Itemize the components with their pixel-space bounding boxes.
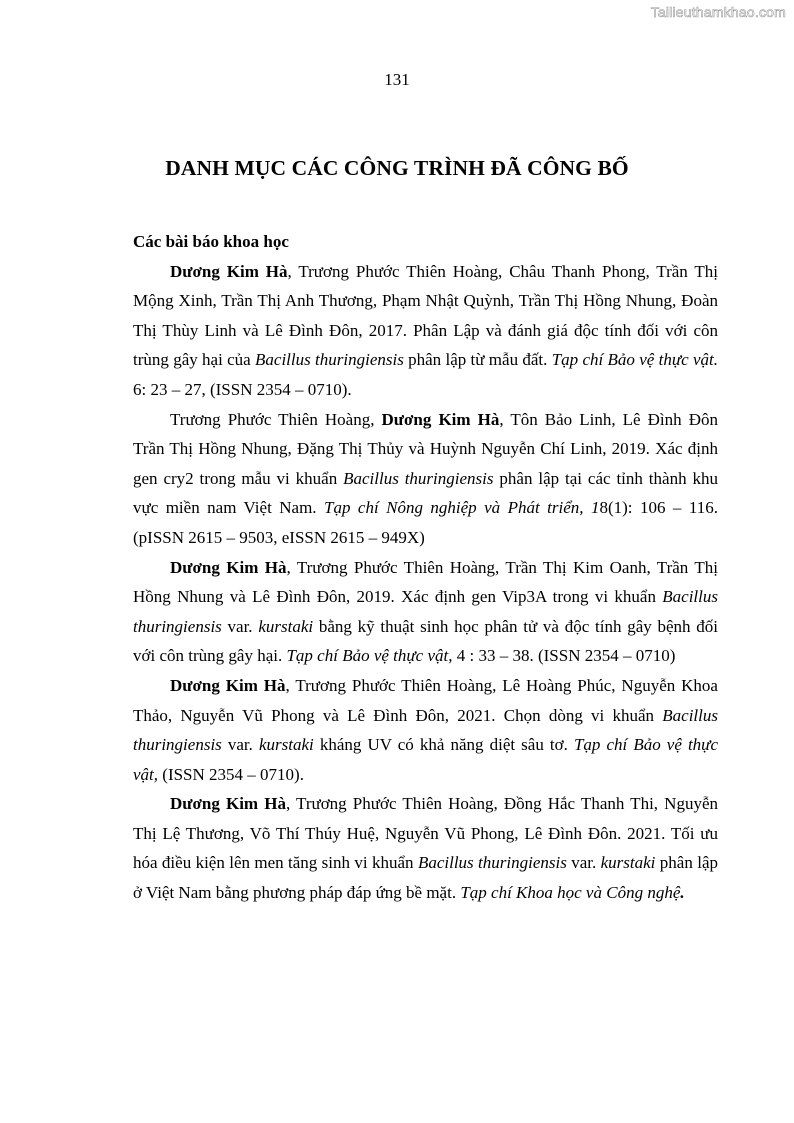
italic-text: Tạp chí Bảo vệ thực vật. bbox=[551, 350, 718, 370]
italic-text: kurstaki bbox=[258, 735, 314, 755]
citation-text: var. bbox=[221, 616, 259, 636]
publication-item bbox=[133, 553, 718, 671]
italic-text: Bacillus thuringiensis bbox=[133, 587, 718, 636]
italic-text: Bacillus thuringiensis bbox=[133, 705, 718, 755]
author-highlight: Dương Kim Hà bbox=[170, 557, 287, 577]
page-number: 131 bbox=[384, 70, 410, 89]
section-heading: Các bài báo khoa học bbox=[133, 232, 289, 251]
italic-text: Tạp chí Nông nghiệp và Phát triển, 1 bbox=[324, 498, 600, 518]
italic-text: Tạp chí Bảo vệ thực vật, bbox=[133, 735, 718, 784]
citation-text: Trương Phước Thiên Hoàng, bbox=[170, 409, 382, 429]
italic-text: Bacillus thuringiensis bbox=[417, 853, 567, 873]
citation-text: , Trương Phước Thiên Hoàng, Trần Thị Kim Oanh, Trần Thị Hồng Nhung và Lê Đình Đôn, 2019. Xác định gen Vip3A trong vi khuẩn bbox=[133, 557, 718, 607]
citation-text: , Trương Phước Thiên Hoàng, Châu Thanh Phong, Trần Thị Mộng Xinh, Trần Thị Anh Thương, Phạm Nhật Quỳnh, Trần Thị Hồng Nhung, Đoàn Thị Thùy Linh và Lê Đình Đôn, 2017. Phân Lập và đánh giá độc tính đối với côn trùng gây hại của bbox=[133, 261, 718, 370]
citation-text: phân lập ở Việt Nam bằng phương pháp đáp ứng bề mặt. bbox=[133, 853, 719, 903]
citation-text: bằng kỹ thuật sinh học phân tử và độc tính gây bệnh đối với côn trùng gây hại. bbox=[133, 616, 718, 666]
publication-list bbox=[133, 257, 718, 908]
publication-item bbox=[133, 257, 718, 405]
citation-text: (ISSN 2354 – 0710). bbox=[158, 764, 304, 784]
publication-item bbox=[133, 405, 718, 553]
citation-text: var. bbox=[221, 735, 259, 755]
author-highlight: Dương Kim Hà bbox=[170, 261, 288, 281]
citation-text: var. bbox=[566, 853, 601, 873]
italic-text: Bacillus thuringiensis bbox=[255, 350, 404, 370]
author-highlight: Dương Kim Hà bbox=[170, 794, 286, 814]
italic-text: kurstaki bbox=[258, 616, 314, 636]
citation-text: phân lập từ mẫu đất. bbox=[403, 350, 552, 370]
citation-text: , Trương Phước Thiên Hoàng, Lê Hoàng Phúc, Nguyễn Khoa Thảo, Nguyễn Vũ Phong và Lê Đình Đôn, 2021. Chọn dòng vi khuẩn bbox=[133, 675, 718, 725]
italic-text: Tạp chí Bảo vệ thực vật, bbox=[286, 646, 453, 666]
italic-text: . bbox=[680, 883, 685, 903]
italic-text: Bacillus thuringiensis bbox=[343, 468, 494, 488]
watermark: Tailieuthamkhao.com bbox=[650, 4, 786, 20]
author-highlight: Dương Kim Hà bbox=[381, 409, 500, 429]
italic-text: Tạp chí Khoa học và Công nghệ bbox=[460, 883, 681, 903]
page-title: DANH MỤC CÁC CÔNG TRÌNH ĐÃ CÔNG BỐ bbox=[165, 156, 629, 180]
citation-text: , Trương Phước Thiên Hoàng, Đồng Hắc Thanh Thi, Nguyễn Thị Lệ Thương, Võ Thí Thúy Huệ, Nguyễn Vũ Phong, Lê Đình Đôn. 2021. Tối ưu hóa điều kiện lên men tăng sinh vi khuẩn bbox=[133, 794, 718, 873]
citation-text: 8(1): 106 – 116. (pISSN 2615 – 9503, eISSN 2615 – 949X) bbox=[133, 498, 718, 547]
publication-item bbox=[133, 671, 718, 789]
citation-text: kháng UV có khả năng diệt sâu tơ. bbox=[313, 735, 574, 755]
italic-text: kurstaki bbox=[600, 853, 656, 873]
citation-text: , Tôn Bảo Linh, Lê Đình Đôn Trần Thị Hồng Nhung, Đặng Thị Thủy và Huỳnh Nguyễn Chí Linh, 2019. Xác định gen cry2 trong mẫu vi khuẩn bbox=[133, 409, 718, 488]
publication-item bbox=[133, 789, 718, 907]
citation-text: phân lập tại các tỉnh thành khu vực miền nam Việt Nam. bbox=[133, 468, 718, 518]
publication-list-section bbox=[133, 227, 718, 908]
citation-text: 4 : 33 – 38. (ISSN 2354 – 0710) bbox=[452, 646, 676, 666]
citation-text: 6: 23 – 27, (ISSN 2354 – 0710). bbox=[133, 379, 352, 399]
author-highlight: Dương Kim Hà bbox=[170, 675, 286, 695]
